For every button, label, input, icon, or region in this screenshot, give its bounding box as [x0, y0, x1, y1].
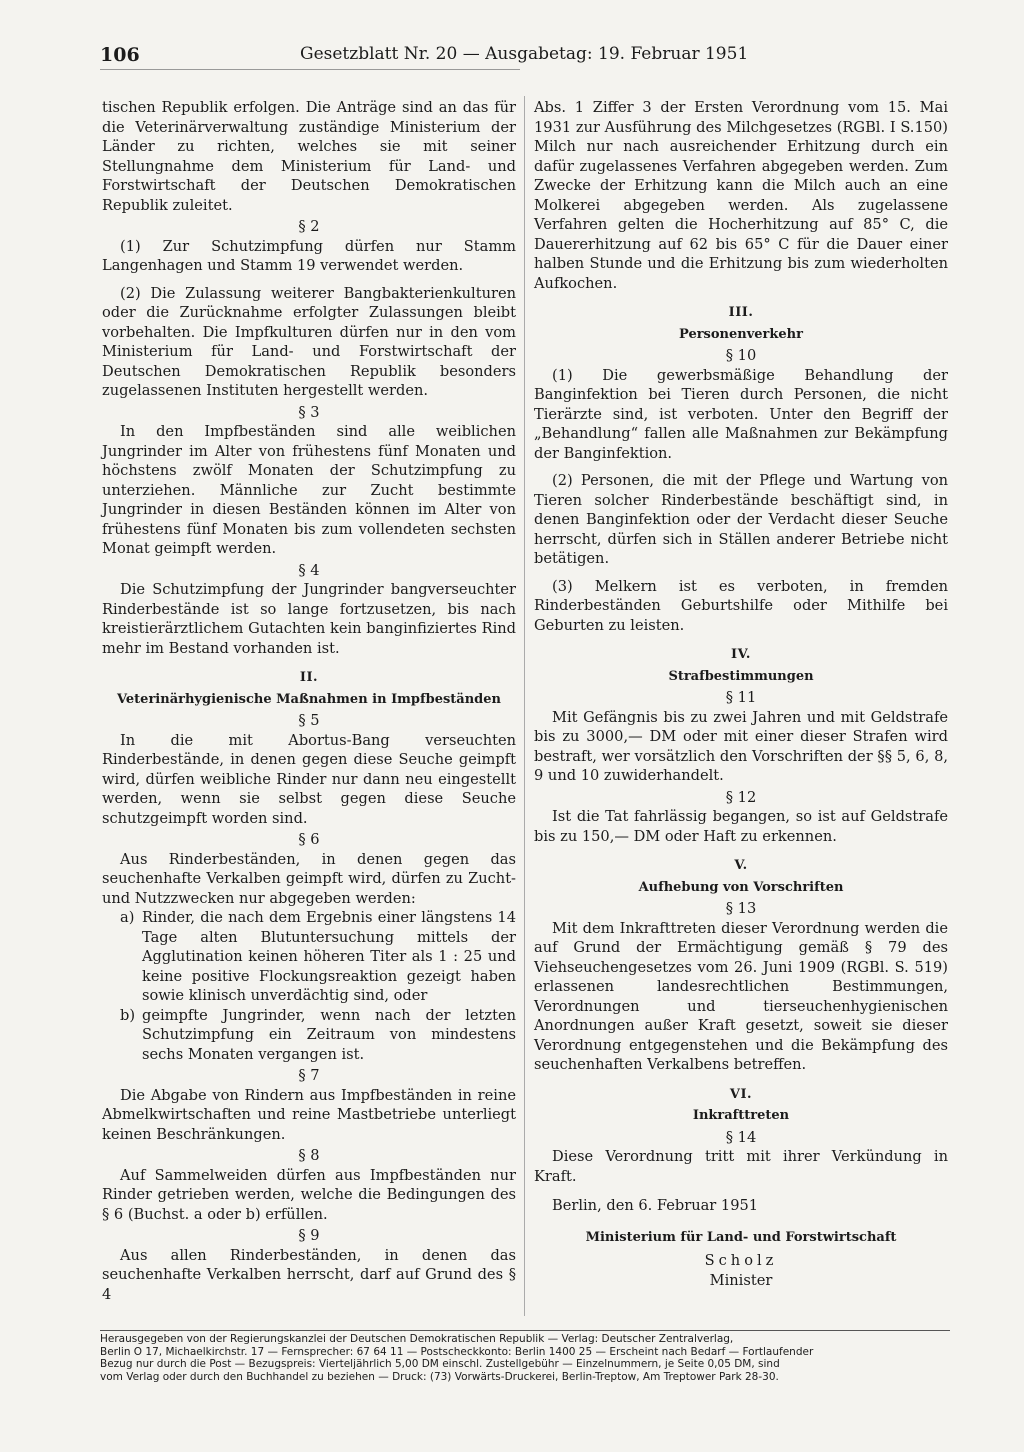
- list-item-a: [102, 908, 516, 1006]
- section-heading-4: § 4: [298, 561, 320, 579]
- section-2-para-1: (1) Zur Schutzimpfung dürfen nur Stamm Langenhagen und Stamm 19 verwendet werden.: [102, 237, 516, 274]
- list-text-a: Rinder, die nach dem Ergebnis einer längstens 14 Tage alten Blutuntersuchung mittels der Agglutination keinen höheren Titer als 1 : 25 und keine positive Flockungsreaktion gezeigt haben sowie klinisch unverdächtig sind, oder: [142, 909, 516, 1004]
- part-title-3: Personenverkehr: [679, 326, 803, 342]
- publisher-footer: [100, 1333, 950, 1383]
- footer-line-4: vom Verlag oder durch den Buchhandel zu beziehen — Druck: (73) Vorwärts-Druckerei, Berlin-Treptow, Am Treptower Park 28-30.: [100, 1370, 779, 1383]
- list-label-a: a): [120, 909, 135, 926]
- header-rule: [100, 69, 520, 70]
- section-heading-6: § 6: [298, 831, 320, 848]
- page-header-title: Gesetzblatt Nr. 20 — Ausgabetag: 19. Februar 1951: [300, 44, 749, 64]
- section-6-para-1: Aus Rinderbeständen, in denen gegen das seuchenhafte Verkalben geimpft wird, dürfen zu Zucht- und Nutzzwecken nur abgegeben werden:: [102, 850, 516, 907]
- place-and-date: Berlin, den 6. Februar 1951: [552, 1197, 759, 1214]
- part-heading-3: III.: [728, 305, 754, 320]
- section-heading-2: § 2: [298, 218, 320, 235]
- section-8-para-1: Auf Sammelweiden dürfen aus Impfbeständen nur Rinder getrieben werden, welche die Bedingungen des § 6 (Buchst. a oder b) erfüllen.: [102, 1166, 516, 1223]
- section-13-para-1: Mit dem Inkrafttreten dieser Verordnung werden die auf Grund der Ermächtigung gemäß § 79 des Viehseuchengesetzes vom 26. Juni 1909 (RGBl. S. 519) erlassenen landesrechtlichen Bestimmungen, Verordnungen und tierseuchenhygienischen Anordnungen außer Kraft gesetzt, soweit sie dieser Verordnung entgegenstehen und die Bekämpfung des seuchenhaften Verkalbens betreffen.: [534, 919, 948, 1073]
- section-heading-7: § 7: [298, 1067, 320, 1084]
- section-11-para-1: Mit Gefängnis bis zu zwei Jahren und mit Geldstrafe bis zu 3000,— DM oder mit einer dieser Strafen wird bestraft, wer vorsätzlich den Vorschriften der §§ 5, 6, 8, 9 und 10 zuwiderhandelt.: [534, 708, 948, 784]
- footer-line-2: Berlin O 17, Michaelkirchstr. 17 — Fernsprecher: 67 64 11 — Postscheckkonto: Berlin 1400 25 — Erscheint nach Bedarf — Fortlaufender: [100, 1345, 814, 1358]
- footer-line-1: Herausgegeben von der Regierungskanzlei der Deutschen Demokratischen Republik — Verlag: Deutscher Zentralverlag,: [100, 1333, 734, 1345]
- list-label-b: b): [120, 1006, 136, 1024]
- section-heading-13: § 13: [725, 900, 757, 917]
- list-text-b: geimpfte Jungrinder, wenn nach der letzten Schutzimpfung ein Zeitraum von mindestens sechs Monaten vergangen ist.: [142, 1006, 516, 1063]
- right-column: [534, 98, 948, 1290]
- footer-line-3: Bezug nur durch die Post — Bezugspreis: Vierteljährlich 5,00 DM einschl. Zustellgebühr — Einzelnummern, je Seite 0,05 DM, sind: [100, 1358, 780, 1370]
- part-title-6: Inkrafttreten: [692, 1108, 790, 1123]
- part-title-4: Strafbestimmungen: [668, 668, 814, 684]
- part-heading-2: II.: [299, 670, 319, 685]
- ministry-name: Ministerium für Land- und Forstwirtschaft: [585, 1229, 897, 1245]
- section-heading-8: § 8: [298, 1147, 320, 1164]
- part-heading-5: V.: [734, 858, 748, 873]
- left-column: [102, 98, 516, 1304]
- section-10-para-2: (2) Personen, die mit der Pflege und Wartung von Tieren solcher Rinderbestände beschäftigt sind, in denen Banginfektion oder der Verdacht dieser Seuche herrscht, dürfen sich in Ställen anderer Betriebe nicht betätigen.: [534, 472, 948, 567]
- section-heading-11: § 11: [725, 689, 757, 706]
- section-heading-9: § 9: [298, 1227, 320, 1244]
- signer-name: Scholz: [704, 1252, 778, 1269]
- part-heading-6: VI.: [729, 1086, 753, 1102]
- paragraph-continued: Abs. 1 Ziffer 3 der Ersten Verordnung vom 15. Mai 1931 zur Ausführung des Milchgesetzes (RGBl. I S.150) Milch nur nach ausreichender Erhitzung durch ein dafür zugelassenes Verfahren abgegeben werden. Zum Zwecke der Erhitzung kann die Milch auch an eine Molkerei abgegeben werden. Als zugelassene Verfahren gelten die Hocherhitzung auf 85° C, die Dauererhitzung auf 62 bis 65° C für die Dauer einer halben Stunde und die Erhitzung bis zum wiederholten Aufkochen.: [534, 99, 948, 292]
- column-divider: [524, 96, 525, 1316]
- section-5-para-1: In die mit Abortus-Bang verseuchten Rinderbestände, in denen gegen diese Seuche geimpft wird, dürfen weibliche Rinder nur dann neu eingestellt werden, wenn sie selbst gegen diese Seuche schutzgeimpft worden sind.: [102, 731, 516, 827]
- part-title-2: Veterinärhygienische Maßnahmen in Impfbeständen: [117, 691, 501, 707]
- section-9-para-1: Aus allen Rinderbeständen, in denen das seuchenhafte Verkalben herrscht, darf auf Grund des § 4: [102, 1246, 516, 1303]
- section-heading-14: § 14: [725, 1128, 757, 1146]
- section-3-para-1: In den Impfbeständen sind alle weiblichen Jungrinder im Alter von frühestens fünf Monaten und höchstens zwölf Monaten der Schutzimpfung zu unterziehen. Männliche zur Zucht bestimmte Jungrinder in diesen Beständen können im Alter von frühestens fünf Monaten bis zum vollendeten sechsten Monat geimpft werden.: [102, 423, 516, 557]
- signer-role: Minister: [709, 1271, 773, 1289]
- part-heading-4: IV.: [731, 647, 751, 662]
- section-heading-5: § 5: [298, 712, 320, 729]
- part-title-5: Aufhebung von Vorschriften: [638, 879, 844, 895]
- section-10-para-1: (1) Die gewerbsmäßige Behandlung der Banginfektion bei Tieren durch Personen, die nicht Tierärzte sind, ist verboten. Unter den Begriff der „Behandlung“ fallen alle Maßnahmen zur Bekämpfung der Banginfektion.: [534, 366, 948, 462]
- page-number: 106: [100, 44, 140, 66]
- section-4-para-1: Die Schutzimpfung der Jungrinder bangverseuchter Rinderbestände ist so lange fortzusetzen, bis nach kreistierärztlichem Gutachten kein banginfiziertes Rind mehr im Bestand vorhanden ist.: [102, 581, 516, 657]
- paragraph-intro: tischen Republik erfolgen. Die Anträge sind an das für die Veterinärverwaltung zuständige Ministerium der Länder zu richten, welches sie mit seiner Stellungnahme dem Ministerium für Land- und Forstwirtschaft der Deutschen Demokratischen Republik zuleitet.: [102, 99, 516, 214]
- footer-rule: [100, 1330, 950, 1331]
- section-7-para-1: Die Abgabe von Rindern aus Impfbeständen in reine Abmelkwirtschaften und reine Mastbetriebe unterliegt keinen Beschränkungen.: [102, 1086, 516, 1143]
- section-heading-3: § 3: [298, 403, 320, 421]
- section-10-para-3: (3) Melkern ist es verboten, in fremden Rinderbeständen Geburtshilfe oder Mithilfe bei Geburten zu leisten.: [534, 577, 948, 634]
- section-12-para-1: Ist die Tat fahrlässig begangen, so ist auf Geldstrafe bis zu 150,— DM oder Haft zu erkennen.: [534, 808, 948, 845]
- list-item-b: [102, 1006, 516, 1065]
- section-14-para-1: Diese Verordnung tritt mit ihrer Verkündung in Kraft.: [534, 1148, 948, 1185]
- section-2-para-2: (2) Die Zulassung weiterer Bangbakterienkulturen oder die Zurücknahme erfolgter Zulassungen bleibt vorbehalten. Die Impfkulturen dürfen nur in den vom Ministerium für Land- und Forstwirtschaft der Deutschen Demokratischen Republik besonders zugelassenen Instituten hergestellt werden.: [102, 284, 516, 399]
- section-heading-12: § 12: [725, 788, 757, 806]
- section-heading-10: § 10: [725, 347, 757, 364]
